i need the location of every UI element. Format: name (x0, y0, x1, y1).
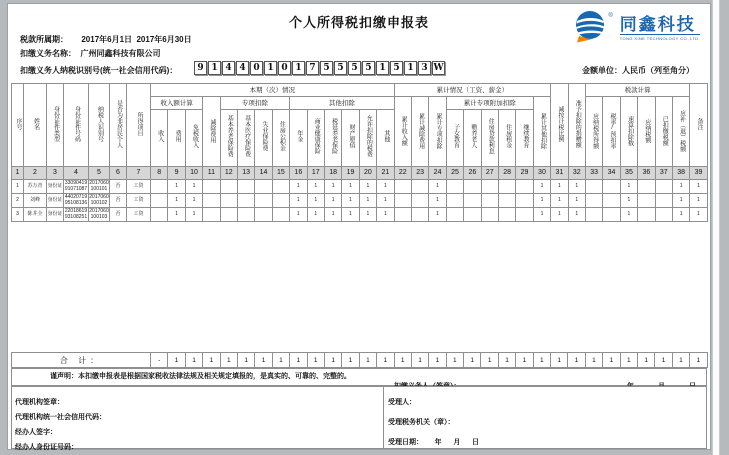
data-cell (411, 180, 428, 194)
data-cell (151, 180, 168, 194)
taxid-char-box[interactable]: 9 (194, 61, 207, 75)
data-cell: 1 (690, 194, 707, 208)
taxid-char-box[interactable]: 1 (292, 61, 305, 75)
data-cell: 陈井全 (24, 208, 47, 222)
data-cell (481, 194, 498, 208)
column-number: 32 (568, 167, 585, 180)
taxid-char-box[interactable]: W (433, 63, 444, 73)
col-header-cum-income: 累计收入额 (394, 97, 411, 167)
data-cell (151, 194, 168, 208)
data-cell (638, 194, 655, 208)
data-cell: 1 (185, 208, 202, 222)
tax-period-line (20, 34, 192, 45)
logo-text (620, 16, 700, 41)
company-logo (572, 9, 700, 47)
column-number: 20 (359, 167, 376, 180)
total-cell: 1 (481, 353, 498, 368)
data-cell (655, 194, 672, 208)
data-cell: 1 (690, 180, 707, 194)
data-cell: 1 (551, 194, 568, 208)
total-cell: 1 (672, 353, 689, 368)
data-cell: 1 (307, 194, 324, 208)
data-cell: 2 (12, 194, 24, 208)
column-number: 19 (342, 167, 359, 180)
data-cell: 工资 (127, 194, 151, 208)
data-cell: 1 (533, 194, 550, 208)
total-cell: 1 (290, 353, 307, 368)
total-cell: 1 (342, 353, 359, 368)
data-cell: 1 (377, 180, 395, 194)
data-cell: 2017060100101 (89, 180, 109, 192)
data-cell (655, 180, 672, 194)
data-cell (516, 208, 533, 222)
data-cell (203, 208, 220, 222)
group-income-calc: 收入额计算 (151, 97, 203, 110)
table-row (12, 208, 708, 222)
data-cell: 1 (290, 208, 307, 222)
data-cell (603, 194, 620, 208)
data-cell: 苏万青 (24, 180, 47, 194)
col-header-property-value: 财产原值 (342, 110, 359, 167)
tax-authority-label: 受理税务机关（章）： (388, 419, 455, 426)
taxid-char-box[interactable]: 7 (306, 61, 319, 75)
data-cell (411, 194, 428, 208)
data-cell (603, 208, 620, 222)
data-cell: 1 (377, 194, 395, 208)
column-number: 31 (551, 167, 568, 180)
col-header-pension: 基本养老保险费 (220, 110, 237, 167)
data-cell (585, 180, 602, 194)
data-cell: 1 (429, 194, 446, 208)
col-header-taxpayer-id: 纳税人识别号 (89, 84, 110, 167)
data-cell (411, 208, 428, 222)
total-cell: 1 (551, 353, 568, 368)
data-cell: 否 (110, 194, 127, 208)
page-title: 个人所得税扣缴申报表 (288, 15, 429, 30)
column-number: 8 (151, 167, 168, 180)
group-special-deduction: 专项扣除 (220, 97, 290, 110)
handler-signature-label: 经办人签字： (15, 429, 57, 436)
total-cell: 1 (585, 353, 602, 368)
data-cell: 1 (324, 194, 341, 208)
col-header-annuity: 年金 (290, 110, 307, 167)
data-cell (585, 194, 602, 208)
col-header-cum-deduct-fee: 累计减除费用 (411, 97, 428, 167)
col-header-seq: 序号 (12, 84, 24, 167)
data-cell (272, 208, 289, 222)
column-number: 29 (516, 167, 533, 180)
column-number: 11 (203, 167, 220, 180)
group-tax-calc: 税款计算 (585, 84, 689, 97)
declaration-table (11, 83, 708, 222)
col-header-taxable-income: 应纳税所得额 (585, 97, 602, 167)
column-number: 23 (411, 167, 428, 180)
total-cell: 1 (394, 353, 411, 368)
form-page (7, 3, 711, 450)
data-cell: 1 (690, 208, 707, 222)
data-cell: 1 (359, 180, 376, 194)
taxid-char-box[interactable]: 1 (376, 61, 389, 75)
data-cell: 否 (110, 208, 127, 222)
total-cell: 1 (185, 353, 202, 368)
data-cell (151, 208, 168, 222)
col-header-id-number: 身份证件号码 (64, 84, 89, 167)
globe-logo-icon (572, 9, 613, 47)
col-header-deferred-pension: 税延养老保险 (324, 110, 341, 167)
col-header-allowed-tax: 允许扣除的税费 (359, 110, 376, 167)
data-cell (255, 208, 272, 222)
total-cell: 1 (324, 353, 341, 368)
col-header-mortgage-interest: 住房贷款利息 (481, 110, 498, 167)
declaration-box (11, 368, 707, 386)
col-header-unemployment: 失业保险费 (255, 110, 272, 167)
data-cell (481, 180, 498, 194)
data-cell: 3309041991071087 (64, 180, 88, 192)
total-cell: 1 (411, 353, 428, 368)
data-cell: 1 (672, 208, 689, 222)
col-header-nonresident: 是否为非居民个人 (110, 84, 127, 167)
total-cell: 1 (533, 353, 550, 368)
column-number: 27 (481, 167, 498, 180)
col-header-fee: 费用 (168, 110, 185, 167)
data-cell: 1 (307, 208, 324, 222)
taxid-char-box[interactable]: 3 (418, 61, 431, 75)
data-cell: 2201861993108251 (64, 208, 88, 220)
data-cell: 1 (377, 208, 395, 222)
data-cell (481, 208, 498, 222)
group-current-period: 本期（次）情况 (151, 84, 395, 97)
taxid-char-box[interactable]: 0 (250, 61, 263, 75)
col-header-cum-special: 累计专项扣除 (429, 97, 446, 167)
data-cell (638, 208, 655, 222)
data-cell (394, 180, 411, 194)
registered-mark: ® (608, 13, 613, 19)
data-cell (655, 208, 672, 222)
total-cell: 1 (516, 353, 533, 368)
taxid-char-box[interactable]: 5 (390, 61, 403, 75)
data-cell (220, 194, 237, 208)
column-number: 9 (168, 167, 185, 180)
data-cell (464, 208, 481, 222)
data-cell (498, 180, 515, 194)
taxid-char-box[interactable]: 1 (208, 61, 221, 75)
column-number: 39 (690, 167, 707, 180)
table-row (12, 194, 708, 208)
column-number: 2 (24, 167, 47, 180)
acceptor-label: 受理人： (388, 399, 416, 406)
data-cell: 1 (568, 180, 585, 194)
data-cell: 2017060100103 (89, 208, 109, 220)
column-number: 30 (533, 167, 550, 180)
data-cell (498, 208, 515, 222)
col-header-commercial-health: 商业健康保险 (307, 110, 324, 167)
column-number: 7 (127, 167, 151, 180)
col-header-deduct-fee: 减除费用 (203, 97, 220, 167)
data-cell: 3 (12, 208, 24, 222)
data-cell: 1 (551, 208, 568, 222)
agency-seal-label: 代理机构签章： (15, 399, 64, 406)
agent-label: 扣缴义务名称： (20, 49, 76, 58)
data-cell: 1 (290, 194, 307, 208)
total-cell: 1 (498, 353, 515, 368)
column-number: 6 (110, 167, 127, 180)
data-cell: 1 (342, 194, 359, 208)
data-cell (638, 180, 655, 194)
taxid-line (20, 65, 177, 76)
data-cell: 1 (568, 208, 585, 222)
data-cell (255, 180, 272, 194)
col-header-housing-rent: 住房租金 (498, 110, 515, 167)
data-cell (446, 180, 463, 194)
data-cell: 1 (429, 208, 446, 222)
column-number: 16 (290, 167, 307, 180)
column-number: 5 (89, 167, 110, 180)
taxid-char-box[interactable]: 1 (264, 61, 277, 75)
data-cell: 否 (110, 180, 127, 194)
col-header-cum-other: 累计其他扣除 (533, 97, 550, 167)
footer-agency-section (12, 387, 383, 451)
column-number: 21 (377, 167, 395, 180)
total-cell: 1 (359, 353, 376, 368)
data-cell: 身份证 (47, 180, 64, 194)
column-number: 22 (394, 167, 411, 180)
data-cell (394, 208, 411, 222)
column-number: 15 (272, 167, 289, 180)
column-number: 18 (324, 167, 341, 180)
logo-company-subtitle: TONG XINE TECHNOLOGY CO.,LTD. (619, 35, 700, 41)
tax-period-value: 2017年6月1日 2017年6月30日 (81, 35, 192, 44)
total-cell: - (151, 353, 168, 368)
total-cell: 1 (690, 353, 707, 368)
data-cell: 1 (185, 180, 202, 194)
data-cell (516, 180, 533, 194)
column-number: 28 (498, 167, 515, 180)
col-header-children-edu: 子女教育 (446, 110, 463, 167)
logo-company-name: 同鑫科技 (619, 14, 696, 34)
withholding-agent-line (20, 48, 160, 59)
column-number: 33 (585, 167, 602, 180)
data-cell: 1 (168, 180, 185, 194)
totals-row (11, 352, 708, 368)
data-cell: 1 (324, 180, 341, 194)
column-number: 37 (655, 167, 672, 180)
col-header-remark: 备注 (690, 84, 707, 167)
col-header-other: 其他 (377, 110, 395, 167)
col-header-income-item: 所得项目 (127, 84, 151, 167)
col-header-medical: 基本医疗保险费 (237, 110, 254, 167)
data-cell: 1 (672, 180, 689, 194)
agency-credit-code-label: 代理机构统一社会信用代码： (15, 414, 106, 421)
data-cell: 1 (168, 208, 185, 222)
total-cell: 1 (655, 353, 672, 368)
total-cell: 1 (272, 353, 289, 368)
data-cell: 1 (12, 180, 24, 194)
col-header-taxfree-income: 免税收入 (185, 110, 202, 167)
taxid-char-box[interactable]: 5 (348, 61, 361, 75)
total-cell: 1 (637, 353, 654, 368)
col-header-income: 收入 (151, 110, 168, 167)
col-header-quick-deduction: 速算扣除数 (620, 97, 637, 167)
column-number: 38 (672, 167, 689, 180)
total-cell: 1 (255, 353, 272, 368)
data-cell: 1 (429, 180, 446, 194)
footer-box (11, 386, 707, 449)
data-cell: 刘峰 (24, 194, 47, 208)
data-cell: 1 (533, 180, 550, 194)
data-cell: 1 (342, 208, 359, 222)
column-number: 1 (12, 167, 24, 180)
data-cell (498, 194, 515, 208)
data-cell: 1 (620, 194, 637, 208)
data-cell: 1 (568, 194, 585, 208)
data-cell: 1 (168, 194, 185, 208)
acceptance-date-label: 受理日期： 年 月 日 (388, 439, 480, 446)
declaration-statement: 谨声明：本扣缴申报表是根据国家税收法律法规及相关规定填报的，是真实的、可靠的、完整的。 (50, 373, 351, 380)
data-cell (237, 180, 254, 194)
tax-period-label: 税款所属期： (20, 35, 68, 44)
group-cumulative: 累计情况（工资、薪金） (394, 84, 551, 97)
data-cell: 身份证 (47, 194, 64, 208)
data-cell: 工资 (127, 208, 151, 222)
group-other-deduction: 其他扣除 (290, 97, 394, 110)
currency-unit-note: 金额单位：人民币（列至角分） (582, 66, 694, 75)
col-header-elderly-support: 赡养老人 (464, 110, 481, 167)
taxid-char-box[interactable]: 0 (278, 61, 291, 75)
total-cell: 1 (168, 353, 185, 368)
data-cell (203, 180, 220, 194)
data-cell: 1 (324, 208, 341, 222)
data-cell (220, 208, 237, 222)
col-header-tax-withheld: 已扣缴税额 (655, 97, 672, 167)
col-header-tax-payable: 应纳税额 (638, 97, 655, 167)
data-cell: 2017060100102 (89, 194, 109, 206)
column-number: 34 (603, 167, 620, 180)
data-cell (237, 208, 254, 222)
data-cell (446, 194, 463, 208)
scrollbar[interactable] (712, 0, 720, 455)
data-cell (585, 208, 602, 222)
column-number: 10 (185, 167, 202, 180)
data-cell (272, 194, 289, 208)
column-number: 13 (237, 167, 254, 180)
data-cell: 工资 (127, 180, 151, 194)
taxid-label: 扣缴义务人纳税识别号(统一社会信用代码)： (20, 66, 178, 75)
col-header-id-type: 身份证件类型 (47, 84, 64, 167)
taxid-char-box[interactable]: 5 (320, 61, 333, 75)
table-body (12, 180, 708, 222)
col-header-name: 姓名 (24, 84, 47, 167)
data-cell (220, 180, 237, 194)
column-number: 14 (255, 167, 272, 180)
column-number: 24 (429, 167, 446, 180)
col-header-continuing-edu: 继续教育 (516, 110, 533, 167)
handler-id-label: 经办人身份证号码： (15, 444, 78, 451)
column-number-row (12, 167, 708, 180)
data-cell (394, 194, 411, 208)
data-cell (464, 180, 481, 194)
total-cell: 1 (307, 353, 324, 368)
agent-value: 广州同鑫科技有限公司 (80, 49, 161, 58)
data-cell: 1 (620, 180, 637, 194)
data-cell: 1 (307, 180, 324, 194)
total-cell: 1 (203, 353, 220, 368)
data-cell: 1 (551, 180, 568, 194)
total-cell: 1 (377, 353, 394, 368)
data-cell: 1 (533, 208, 550, 222)
data-cell (272, 180, 289, 194)
total-cell: 1 (220, 353, 237, 368)
column-number: 17 (307, 167, 324, 180)
group-cum-additional: 累计专项附加扣除 (446, 97, 533, 110)
col-header-tax-rate: 税率/预扣率 (603, 97, 620, 167)
data-cell: 1 (185, 194, 202, 208)
data-cell: 1 (672, 194, 689, 208)
total-cell: 1 (429, 353, 446, 368)
data-cell: 身份证 (47, 208, 64, 222)
taxid-char-box[interactable]: 4 (222, 61, 235, 75)
total-cell: 1 (620, 353, 637, 368)
column-number: 26 (464, 167, 481, 180)
total-cell: 1 (603, 353, 620, 368)
data-cell (255, 194, 272, 208)
col-header-tax-due-refund: 应补（退）税额 (672, 97, 689, 167)
column-number: 35 (620, 167, 637, 180)
total-cell: 1 (446, 353, 463, 368)
data-cell: 1 (359, 194, 376, 208)
taxid-char-box[interactable]: 5 (362, 61, 375, 75)
taxid-char-box[interactable]: 5 (334, 61, 347, 75)
column-number: 25 (446, 167, 463, 180)
column-number: 12 (220, 167, 237, 180)
total-cell: 1 (464, 353, 481, 368)
total-cell: 1 (568, 353, 585, 368)
col-header-donation: 准予扣除的捐赠额 (568, 84, 585, 167)
data-cell: 4402071995108136 (64, 194, 88, 206)
column-number: 4 (64, 167, 89, 180)
data-cell (603, 180, 620, 194)
data-cell: 1 (290, 180, 307, 194)
data-cell: 1 (359, 208, 376, 222)
column-number: 36 (638, 167, 655, 180)
data-cell (237, 194, 254, 208)
data-cell (446, 208, 463, 222)
footer-acceptance-section (383, 387, 706, 448)
taxid-char-box[interactable]: 4 (236, 61, 249, 75)
col-header-housing-fund: 住房公积金 (272, 110, 289, 167)
data-cell (464, 194, 481, 208)
data-cell (203, 194, 220, 208)
data-cell: 1 (620, 208, 637, 222)
total-cell: 1 (237, 353, 254, 368)
taxid-char-box[interactable]: 1 (404, 61, 417, 75)
totals-label: 合 计： (12, 353, 151, 368)
col-header-ratio: 减按计税比例 (551, 84, 568, 167)
data-cell (516, 194, 533, 208)
taxid-boxes (194, 61, 445, 75)
table-row (12, 180, 708, 194)
data-cell: 1 (342, 180, 359, 194)
column-number: 3 (47, 167, 64, 180)
